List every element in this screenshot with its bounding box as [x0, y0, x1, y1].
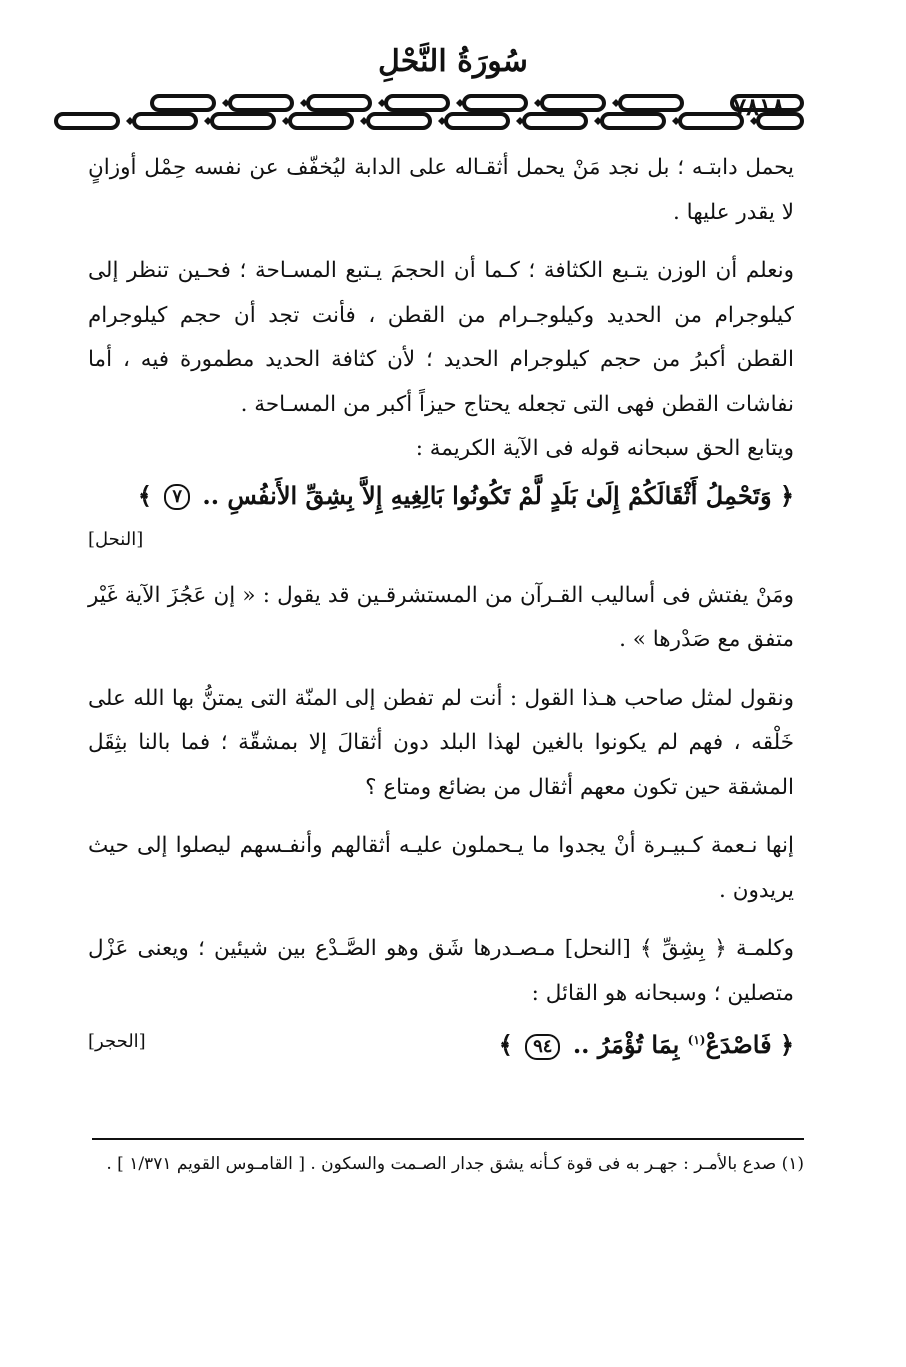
verse-close-bracket: ﴾	[498, 1030, 513, 1059]
body-text	[88, 146, 794, 1069]
paragraph-7: وكلمـة ﴿ بِشِقِّ ﴾ [النحل] مـصـدرها شَق وهو الصَّـدْع بين شيئين ؛ ويعنى عَزْل متصلين ؛ وسبحانه هو القائل :	[88, 936, 794, 1006]
footnote-marker: (١)	[687, 1033, 706, 1047]
paragraph-5: ونقول لمثل صاحب هـذا القول : أنت لم تفطن إلى المنّة التى يمتنُّ بها الله على خَلْقه ، فهم لم يكونوا بالغين لهذا البلد دون أثقالَ إلا بمشقّة ؛ فما بالنا بثِقَل المشقة حين تكون معهم أثقال من بضائع ومتاع ؟	[88, 685, 794, 800]
paragraph-3: ويتابع الحق سبحانه قوله فى الآية الكريمة :	[415, 436, 794, 461]
paragraph-6: إنها نـعمة كـبيـرة أنْ يجدوا ما يـحملون عليـه أثقالهم وأنفـسهم ليصلوا إلى حيث يريدون .	[88, 833, 794, 903]
paragraph-1: يحمل دابتـه ؛ بل نجد مَنْ يحمل أثقـاله على الدابة ليُخفّف عن نفسه حِمْل أوزانٍ لا يقدر عليها .	[88, 155, 794, 225]
chain-border-ornament	[52, 92, 808, 132]
footnote-divider	[92, 1138, 804, 1140]
quran-verse-2	[499, 1016, 794, 1069]
verse-open-bracket: ﴿	[779, 1030, 794, 1059]
footnote-text: (١) صدع بالأمـر : جهـر به فى قوة كـأنه يشق جدار الصـمت والسكون . [ القامـوس القويم ١/٣٧١ ] .	[106, 1154, 804, 1174]
surah-title: سُورَةُ النَّحْلِ	[378, 44, 528, 79]
quran-verse-1	[88, 472, 794, 520]
paragraph-2: ونعلم أن الوزن يتـبع الكثافة ؛ كـما أن الحجمَ يـتبع المسـاحة ؛ فحـين تنظر إلى كيلوجرام من الحديد وكيلوجـرام من القطن ، فأنت تجد أن حجم كيلوجرام القطن أكبرُ من حجم كيلوجرام الحديد ؛ لأن كثافة الحديد مطمورة فيه ، أما نفاشات القطن فهى التى تجعله يحتاج حيزاً أكبر من المسـاحة .	[88, 258, 794, 417]
page-number: ٧٨١٨	[733, 92, 785, 121]
footnote	[92, 1146, 804, 1182]
verse-open-bracket: ﴿	[779, 480, 794, 510]
verse-text-before: فَاصْدَعْ	[705, 1030, 772, 1059]
verse-text: وَتَحْمِلُ أَثْقَالَكُمْ إِلَىٰ بَلَدٍ لَّمْ تَكُونُوا بَالِغِيهِ إِلاَّ بِشِقِّ الأَنفُسِ ..	[202, 480, 772, 510]
ayah-number: ٧	[164, 484, 190, 510]
surah-reference: [النحل]	[88, 528, 144, 550]
verse-close-bracket: ﴾	[137, 480, 152, 510]
paragraph-4: ومَنْ يفتش فى أساليب القـرآن من المستشرقـين قد يقول : « إن عَجُزَ الآية غَيْر متفق مع صَدْرها » .	[88, 582, 794, 652]
surah-reference: [الحجر]	[88, 1031, 146, 1053]
verse-text-after: بِمَا تُؤْمَرُ ..	[572, 1030, 680, 1059]
ayah-number: ٩٤	[525, 1034, 560, 1060]
